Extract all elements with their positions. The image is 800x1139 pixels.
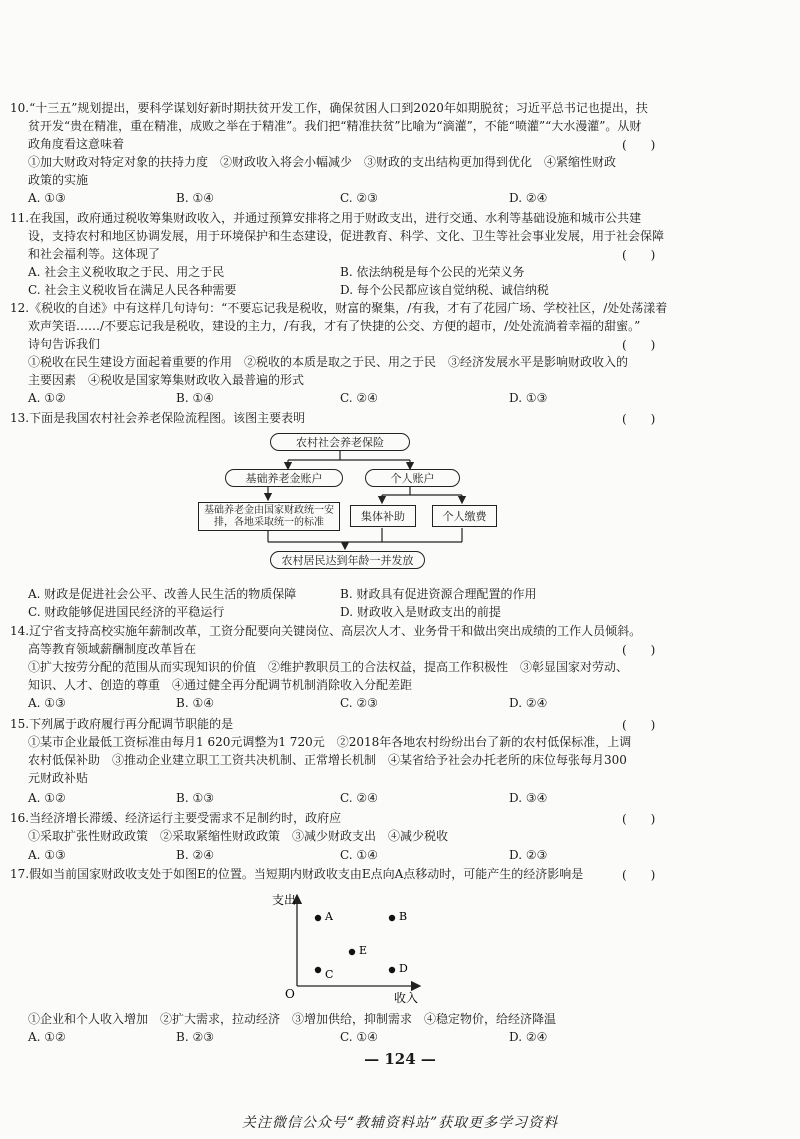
option-c[interactable]: C. 社会主义税收旨在满足人民各种需要 xyxy=(28,283,237,297)
question-text: 10.“十三五”规划提出，要科学谋划好新时期扶贫开发工作，确保贫困人口到2020年如期脱贫；习近平总书记也提出，扶 xyxy=(10,101,648,115)
option-c[interactable]: C. ①④ xyxy=(340,848,378,862)
box-payout: 农村居民达到年龄一并发放 xyxy=(270,551,425,569)
answer-bracket: ( ) xyxy=(622,643,656,657)
statements: 元财政补贴 xyxy=(28,771,89,785)
option-b[interactable]: B. ②④ xyxy=(176,848,214,862)
answer-bracket: ( ) xyxy=(622,812,656,826)
statements: 农村低保补助 ③推动企业建立职工工资共决机制、正常增长机制 ④某省给予社会办托老所的床位每张每月300 xyxy=(28,753,627,767)
answer-bracket: ( ) xyxy=(622,718,656,732)
answer-bracket: ( ) xyxy=(622,868,656,882)
option-a[interactable]: A. ①③ xyxy=(28,191,66,205)
option-a[interactable]: A. ①③ xyxy=(28,848,66,862)
footer-note: 关注微信公众号“教辅资料站”获取更多学习资料 xyxy=(241,1115,559,1131)
point-label-c: C xyxy=(325,968,334,981)
statements: 政策的实施 xyxy=(28,173,89,187)
question-text: 设，支持农村和地区协调发展，用于环境保护和生态建设，促进教育、科学、文化、卫生等社会事业发展，用于社会保障 xyxy=(28,229,665,243)
point-a xyxy=(315,915,321,921)
option-a[interactable]: A. ①③ xyxy=(28,696,66,710)
option-a[interactable]: A. 社会主义税收取之于民、用之于民 xyxy=(28,265,225,279)
graph-points xyxy=(315,910,408,981)
question-text: 13.下面是我国农村社会养老保险流程图。该图主要表明 xyxy=(10,411,306,425)
question-text: 15.下列属于政府履行再分配调节职能的是 xyxy=(10,717,234,731)
box-personal-payment: 个人缴费 xyxy=(432,505,497,527)
page-number: — 124 — xyxy=(364,1050,436,1068)
option-c[interactable]: C. ②③ xyxy=(340,191,378,205)
answer-bracket: ( ) xyxy=(622,248,656,262)
option-a[interactable]: A. ①② xyxy=(28,391,66,405)
box-basic-pension-detail: 基础养老金由国家财政统一安排，各地采取统一的标准 xyxy=(198,502,340,531)
option-a[interactable]: A. 财政是促进社会公平、改善人民生活的物质保障 xyxy=(28,587,297,601)
statements: ①企业和个人收入增加 ②扩大需求，拉动经济 ③增加供给，抑制需求 ④稳定物价，给经济降温 xyxy=(28,1012,557,1026)
option-b[interactable]: B. ①④ xyxy=(176,696,214,710)
option-c[interactable]: C. ②④ xyxy=(340,391,378,405)
option-b[interactable]: B. 财政具有促进资源合理配置的作用 xyxy=(340,587,537,601)
option-d[interactable]: D. ②④ xyxy=(509,191,548,205)
option-a[interactable]: A. ①② xyxy=(28,791,66,805)
statements: ①加大财政对特定对象的扶持力度 ②财政收入将会小幅减少 ③财政的支出结构更加得到优化 ④紧缩性财政 xyxy=(28,155,617,169)
box-personal-account: 个人账户 xyxy=(365,469,460,487)
question-text: 17.假如当前国家财政收支处于如图E的位置。当短期内财政收支由E点向A点移动时，可能产生的经济影响是 xyxy=(10,867,584,881)
option-c[interactable]: C. 财政能够促进国民经济的平稳运行 xyxy=(28,605,225,619)
statements: 主要因素 ④税收是国家筹集财政收入最普遍的形式 xyxy=(28,373,305,387)
statements: ①采取扩张性财政政策 ②采取紧缩性财政政策 ③减少财政支出 ④减少税收 xyxy=(28,829,449,843)
answer-bracket: ( ) xyxy=(622,338,656,352)
option-d[interactable]: D. 每个公民都应该自觉纳税、诚信纳税 xyxy=(340,283,549,297)
question-text: 欢声笑语……/不要忘记我是税收，建设的主力，/有我，才有了快捷的公交、方便的超市，/处处流淌着幸福的甜蜜。” xyxy=(28,319,641,333)
statements: ①扩大按劳分配的范围从而实现知识的价值 ②维护教职员工的合法权益，提高工作积极性 ③彰显国家对劳动、 xyxy=(28,660,629,674)
option-a[interactable]: A. ①② xyxy=(28,1030,66,1044)
question-text: 诗句告诉我们 xyxy=(28,337,101,351)
option-b[interactable]: B. ②③ xyxy=(176,1030,214,1044)
option-c[interactable]: C. ②③ xyxy=(340,696,378,710)
question-text: 11.在我国，政府通过税收筹集财政收入，并通过预算安排将之用于财政支出，进行交通、水利等基础设施和城市公共建 xyxy=(10,211,642,225)
option-b[interactable]: B. ①③ xyxy=(176,791,214,805)
point-c xyxy=(315,967,321,973)
point-b xyxy=(389,915,395,921)
point-e xyxy=(349,949,355,955)
question-text: 14.辽宁省支持高校实施年薪制改革，工资分配要向关键岗位、高层次人才、业务骨干和做出突出成绩的工作人员倾斜。 xyxy=(10,624,642,638)
answer-bracket: ( ) xyxy=(622,412,656,426)
origin-label: O xyxy=(285,987,295,1001)
option-d[interactable]: D. ②④ xyxy=(509,1030,548,1044)
point-label-b: B xyxy=(399,910,408,923)
statements: 知识、人才、创造的尊重 ④通过健全再分配调节机制消除收入分配差距 xyxy=(28,678,413,692)
option-d[interactable]: D. 财政收入是财政支出的前提 xyxy=(340,605,501,619)
option-c[interactable]: C. ①④ xyxy=(340,1030,378,1044)
option-b[interactable]: B. 依法纳税是每个公民的光荣义务 xyxy=(340,265,525,279)
box-collective-subsidy: 集体补助 xyxy=(350,505,416,527)
question-text: 12.《税收的自述》中有这样几句诗句：“不要忘记我是税收，财富的聚集，/有我，才有了花园广场、学校社区，/处处荡漾着 xyxy=(10,301,668,315)
box-rural-pension: 农村社会养老保险 xyxy=(270,433,410,451)
option-c[interactable]: C. ②④ xyxy=(340,791,378,805)
x-axis-label: 收入 xyxy=(394,991,419,1005)
point-label-a: A xyxy=(325,910,333,923)
statements: ①税收在民生建设方面起着重要的作用 ②税收的本质是取之于民、用之于民 ③经济发展水平是影响财政收入的 xyxy=(28,355,629,369)
option-b[interactable]: B. ①④ xyxy=(176,191,214,205)
statements: ①某市企业最低工资标准由每月1 620元调整为1 720元 ②2018年各地农村纷纷出台了新的农村低保标准，上调 xyxy=(28,735,632,749)
question-text: 高等教育领域薪酬制度改革旨在 xyxy=(28,642,197,656)
point-label-e: E xyxy=(359,944,368,957)
question-text: 16.当经济增长滞缓、经济运行主要受需求不足制约时，政府应 xyxy=(10,811,342,825)
option-d[interactable]: D. ③④ xyxy=(509,791,548,805)
question-text: 和社会福利等。这体现了 xyxy=(28,247,161,261)
box-basic-pension-account: 基础养老金账户 xyxy=(225,469,343,487)
question-text: 政角度看这意味着 xyxy=(28,137,125,151)
y-axis-label: 支出 xyxy=(272,893,297,907)
point-d xyxy=(389,967,395,973)
option-b[interactable]: B. ①④ xyxy=(176,391,214,405)
option-d[interactable]: D. ①③ xyxy=(509,391,548,405)
option-d[interactable]: D. ②④ xyxy=(509,696,548,710)
point-label-d: D xyxy=(399,962,408,975)
answer-bracket: ( ) xyxy=(622,138,656,152)
question-text: 贫开发“贵在精准，重在精准，成败之举在于精准”。我们把“精准扶贫”比喻为“滴灌”，不能“喷灌”“大水漫灌”。从财 xyxy=(28,119,642,133)
option-d[interactable]: D. ②③ xyxy=(509,848,548,862)
